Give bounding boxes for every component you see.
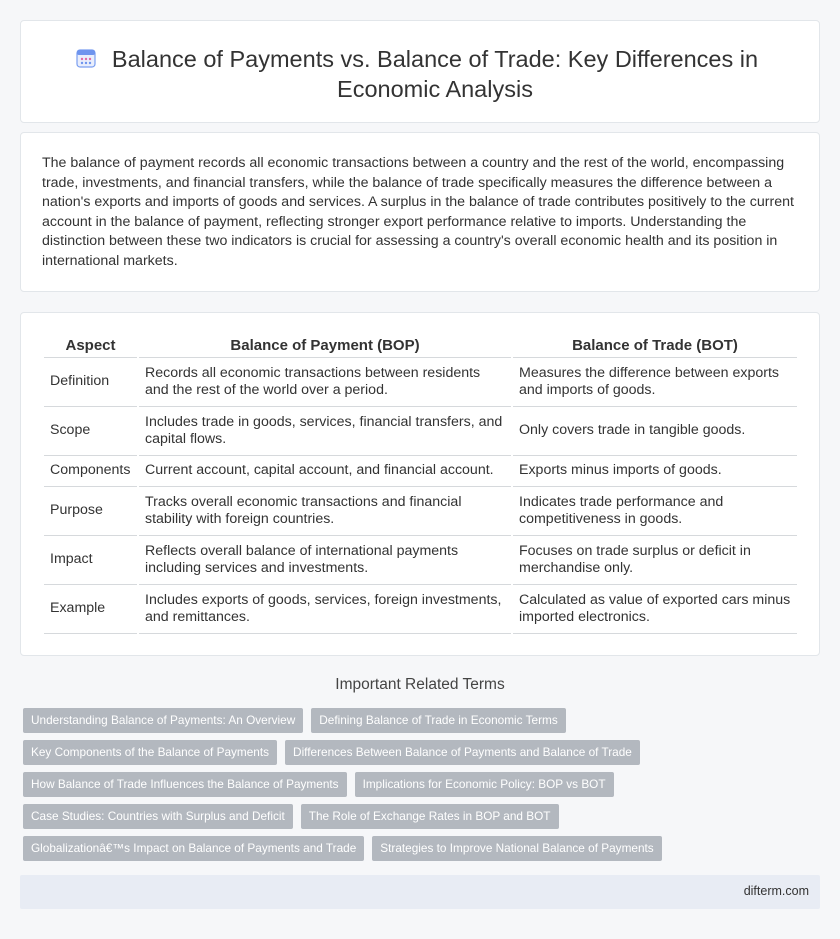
footer-site-link[interactable]: difterm.com: [743, 884, 809, 898]
table-row: [44, 456, 797, 487]
comparison-table: [42, 334, 799, 634]
related-term-link[interactable]: Differences Between Balance of Payments and Balance of Trade: [285, 740, 640, 765]
related-terms-heading: Important Related Terms: [335, 676, 505, 693]
tag-row: [23, 772, 813, 804]
related-term-link[interactable]: Globalizationâ€™s Impact on Balance of Payments and Trade: [23, 836, 364, 861]
related-term-link[interactable]: Defining Balance of Trade in Economic Terms: [311, 708, 565, 733]
cell-aspect: Impact: [44, 536, 137, 585]
comparison-card: [20, 312, 820, 656]
related-terms-list: [23, 708, 813, 868]
related-term-link[interactable]: How Balance of Trade Influences the Balance of Payments: [23, 772, 347, 797]
table-row: [44, 358, 797, 407]
intro-paragraph: The balance of payment records all economic transactions between a country and the rest of the world, encompassing trade, investments, and financial transfers, while the balance of trade specifically measures the difference between a nation's exports and imports of goods and services. A surplus in the balance of trade contributes positively to the current account in the balance of payment, reflecting stronger export performance relative to imports. Understanding the distinction between these two indicators is crucial for assessing a country's overall economic health and its position in international markets.: [42, 155, 794, 269]
header-bot: Balance of Trade (BOT): [513, 334, 797, 358]
cell-bop: Current account, capital account, and financial account.: [139, 456, 511, 487]
related-term-link[interactable]: Strategies to Improve National Balance of Payments: [372, 836, 661, 861]
table-header-row: [44, 334, 797, 358]
title-card: [20, 20, 820, 123]
cell-bot: Measures the difference between exports and imports of goods.: [513, 358, 797, 407]
intro-card: [20, 132, 820, 292]
cell-bop: Reflects overall balance of international payments including services and investments.: [139, 536, 511, 585]
footer: [20, 875, 820, 909]
cell-bop: Includes exports of goods, services, foreign investments, and remittances.: [139, 585, 511, 634]
related-term-link[interactable]: Understanding Balance of Payments: An Overview: [23, 708, 303, 733]
header-aspect: Aspect: [44, 334, 137, 358]
cell-aspect: Example: [44, 585, 137, 634]
cell-bot: Exports minus imports of goods.: [513, 456, 797, 487]
related-term-link[interactable]: Implications for Economic Policy: BOP vs BOT: [355, 772, 614, 797]
table-row: [44, 407, 797, 456]
header-bop: Balance of Payment (BOP): [139, 334, 511, 358]
tag-row: [23, 708, 813, 740]
table-row: [44, 487, 797, 536]
tag-row: [23, 836, 813, 868]
tag-row: [23, 740, 813, 772]
cell-bot: Calculated as value of exported cars minus imported electronics.: [513, 585, 797, 634]
cell-bop: Includes trade in goods, services, financial transfers, and capital flows.: [139, 407, 511, 456]
cell-aspect: Scope: [44, 407, 137, 456]
cell-bop: Records all economic transactions between residents and the rest of the world over a period.: [139, 358, 511, 407]
cell-bop: Tracks overall economic transactions and financial stability with foreign countries.: [139, 487, 511, 536]
table-row: [44, 585, 797, 634]
related-term-link[interactable]: Case Studies: Countries with Surplus and Deficit: [23, 804, 293, 829]
related-term-link[interactable]: Key Components of the Balance of Payments: [23, 740, 277, 765]
related-term-link[interactable]: The Role of Exchange Rates in BOP and BOT: [301, 804, 559, 829]
cell-aspect: Definition: [44, 358, 137, 407]
tag-row: [23, 804, 813, 836]
table-row: [44, 536, 797, 585]
cell-aspect: Purpose: [44, 487, 137, 536]
page-title: Balance of Payments vs. Balance of Trade: Key Differences in Economic Analysis: [111, 46, 759, 102]
cell-bot: Focuses on trade surplus or deficit in merchandise only.: [513, 536, 797, 585]
cell-bot: Only covers trade in tangible goods.: [513, 407, 797, 456]
cell-bot: Indicates trade performance and competitiveness in goods.: [513, 487, 797, 536]
cell-aspect: Components: [44, 456, 137, 487]
